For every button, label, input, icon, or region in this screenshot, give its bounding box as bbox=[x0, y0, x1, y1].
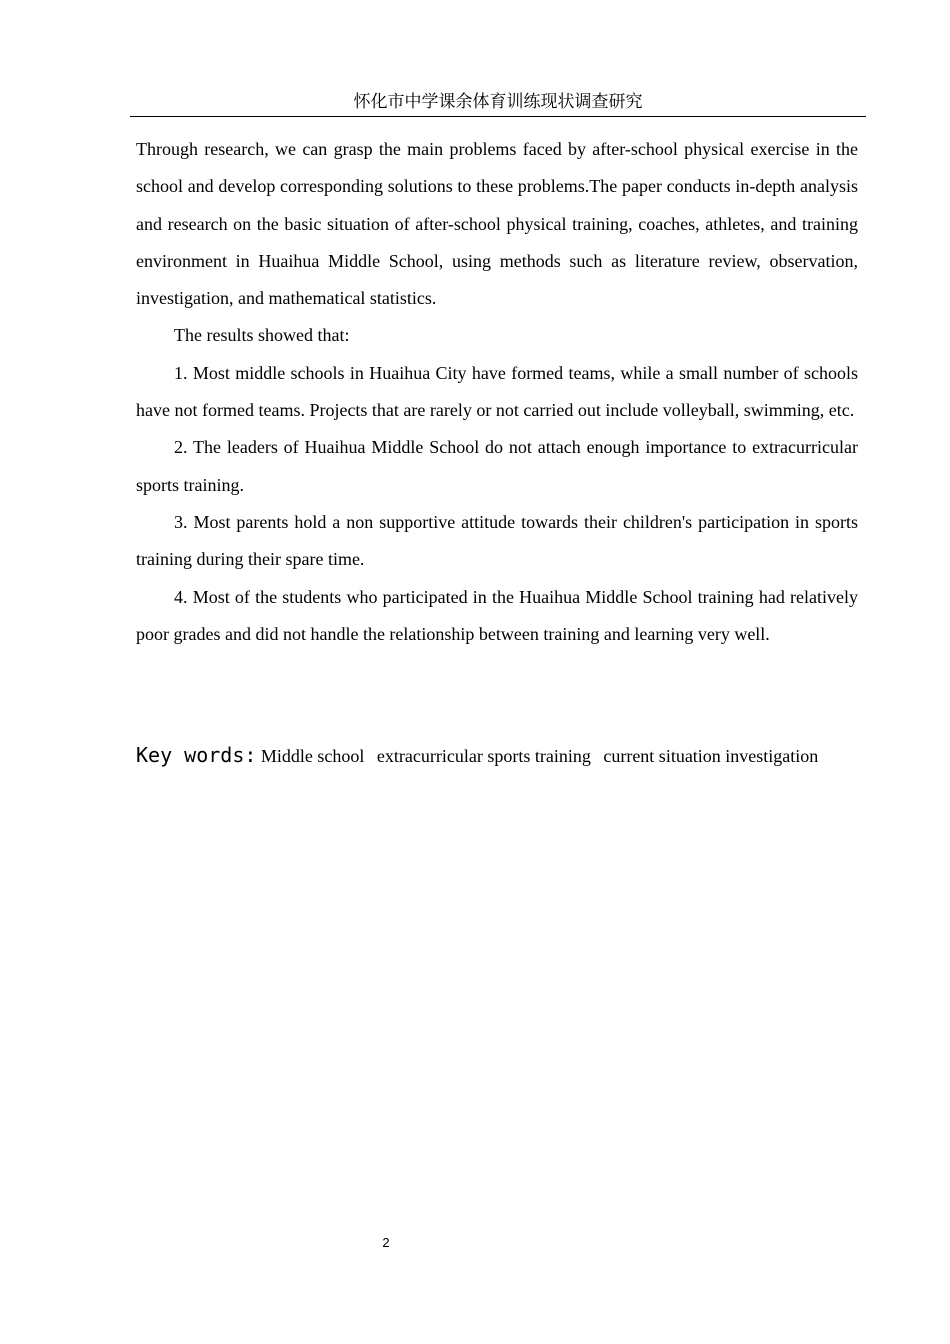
running-header-title: 怀化市中学课余体育训练现状调查研究 bbox=[130, 88, 866, 117]
keywords-label: Key words: bbox=[136, 743, 257, 767]
finding-3-paragraph: 3. Most parents hold a non supportive attitude towards their children's participation in sports training during their spare time. bbox=[136, 511, 858, 570]
page-number: 2 bbox=[382, 1235, 390, 1250]
finding-4-paragraph: 4. Most of the students who participated in the Huaihua Middle School training had relatively poor grades and did not handle the relationship between training and learning very well. bbox=[136, 586, 858, 644]
abstract-body bbox=[136, 131, 858, 653]
abstract-intro-paragraph: Through research, we can grasp the main problems faced by after-school physical exercise in the school and develop corresponding solutions to these problems.The paper conducts in-depth analysis and research on the basic situation of after-school physical training, coaches, athletes, and training environment in Huaihua Middle School, using methods such as literature review, observation, investigation, and mathematical statistics. bbox=[136, 139, 858, 309]
keywords-line bbox=[136, 738, 896, 773]
finding-2-paragraph: 2. The leaders of Huaihua Middle School do not attach enough importance to extracurricular sports training. bbox=[136, 437, 858, 495]
results-lead-paragraph: The results showed that: bbox=[174, 325, 350, 346]
keyword-term: current situation investigation bbox=[603, 746, 819, 766]
keyword-term: extracurricular sports training bbox=[376, 746, 591, 766]
keyword-term: Middle school bbox=[260, 746, 365, 766]
finding-1-paragraph: 1. Most middle schools in Huaihua City have formed teams, while a small number of schools have not formed teams. Projects that are rarely or not carried out include volleyball, swimming, etc. bbox=[136, 362, 858, 421]
